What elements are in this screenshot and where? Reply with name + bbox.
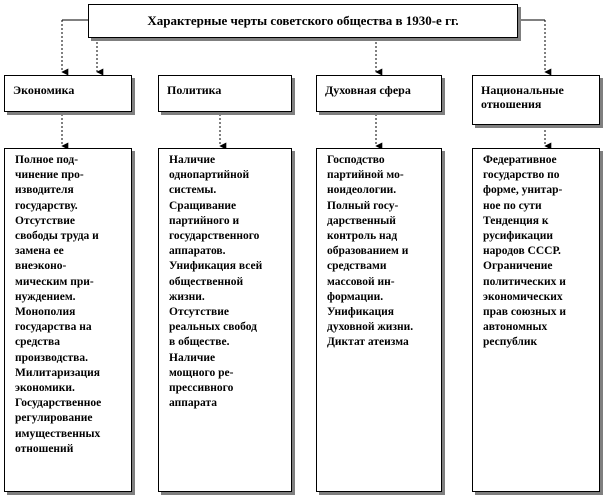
content-national: Федеративное государство по форме, унитар- ное по сути Тенденция к русификации народов СССР. Ограничение политических и экономических прав союзных и автономных республик bbox=[472, 148, 600, 492]
heading-politics: Политика bbox=[158, 75, 292, 112]
diagram-title: Характерные черты советского общества в 1930-е гг. bbox=[88, 4, 518, 38]
heading-national: Национальные отношения bbox=[472, 75, 600, 125]
heading-economy: Экономика bbox=[4, 75, 132, 112]
content-spiritual: Господство партийной мо- ноидеологии. Полный госу- дарственный контроль над образованием и средствами массовой ин- формации. Унификация духовной жизни. Диктат атеизма bbox=[316, 148, 442, 492]
content-politics: Наличие однопартийной системы. Сращивание партийного и государственного аппаратов. Унификация всей общественной жизни. Отсутствие реальных свобод в обществе. Наличие мощного ре- прессивного аппарата bbox=[158, 148, 292, 492]
heading-spiritual: Духовная сфера bbox=[316, 75, 442, 112]
content-economy: Полное под- чинение про- изводителя государству. Отсутствие свободы труда и замена ее внеэконо- мическим при- нуждением. Монополия государства на средства производства. Милитаризация экономики. Государственное регулирование имущественных отношений bbox=[4, 148, 132, 492]
